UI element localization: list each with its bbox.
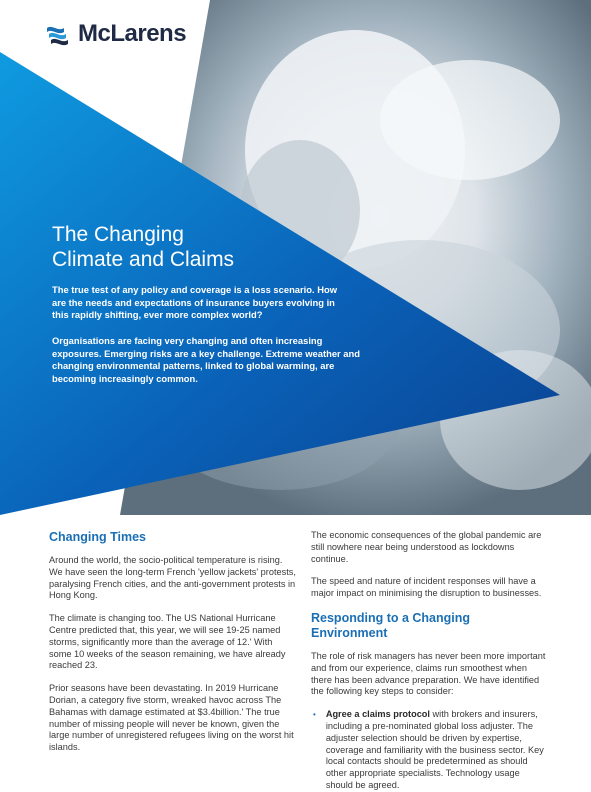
- paragraph: The speed and nature of incident responses will have a major impact on minimising the disruption to businesses.: [311, 576, 542, 599]
- paragraph: The economic consequences of the global pandemic are still nowhere near being understood as lockdowns continue.: [311, 530, 542, 564]
- hero-intro-text: The true test of any policy and coverage is a loss scenario. How are the needs and expectations of insurance buyers evolving in this rapidly shifting, ever more complex world?: [52, 284, 337, 320]
- title-line-2: Climate and Claims: [52, 248, 235, 271]
- paragraph: The climate is changing too. The US National Hurricane Centre predicted that, this year, we will see 19-25 named storms, significantly more than the average of 12.' With some 10 weeks of the season remaining, we have already reached 23.: [49, 613, 286, 671]
- bullet-item: [313, 709, 547, 792]
- brand-name: McLarens: [78, 20, 187, 47]
- logo-icon: [44, 20, 72, 48]
- bullet-rest: with brokers and insurers, including a pre-nominated global loss adjuster. The adjuster selection should be driven by expertise, coverage and familiarity with the business sector. Key local contacts should be predetermined as should other appropriate specialists. Technology usage should be agreed.: [325, 709, 544, 790]
- hero-body-text: Organisations are facing very changing and often increasing exposures. Emerging risks are a key challenge. Extreme weather and changing environmental patterns, linked to global warming, are becoming increasingly common.: [52, 335, 360, 384]
- left-column: [49, 530, 297, 765]
- paragraph: Prior seasons have been devastating. In 2019 Hurricane Dorian, a category five storm, wreaked havoc across The Bahamas with damage estimated at $3.4billion.' The true number of missing people will never be known, given the large number of unregistered refugees living on the worst hit islands.: [49, 683, 294, 753]
- section-heading-responding: Responding to a Changing Environment: [311, 610, 471, 640]
- title-line-1: The Changing: [52, 223, 184, 246]
- bullet-bold: Agree a claims protocol: [325, 709, 430, 720]
- paragraph: Around the world, the socio-political temperature is rising. We have seen the long-term French 'yellow jackets' protests, paralysing French cities, and the anti-government protests in Hong Kong.: [49, 555, 296, 601]
- brand-logo: [44, 20, 186, 48]
- bullet-text: [326, 709, 547, 792]
- page-title: [52, 222, 352, 272]
- paragraph: The role of risk managers has never been more important and from our experience, claims run smoothest when there has been advance preparation. We have identified the following key steps to consider:: [311, 650, 546, 697]
- bullet-dot-icon: •: [313, 710, 316, 720]
- section-heading-changing-times: Changing Times: [49, 530, 147, 544]
- right-column: [311, 530, 547, 792]
